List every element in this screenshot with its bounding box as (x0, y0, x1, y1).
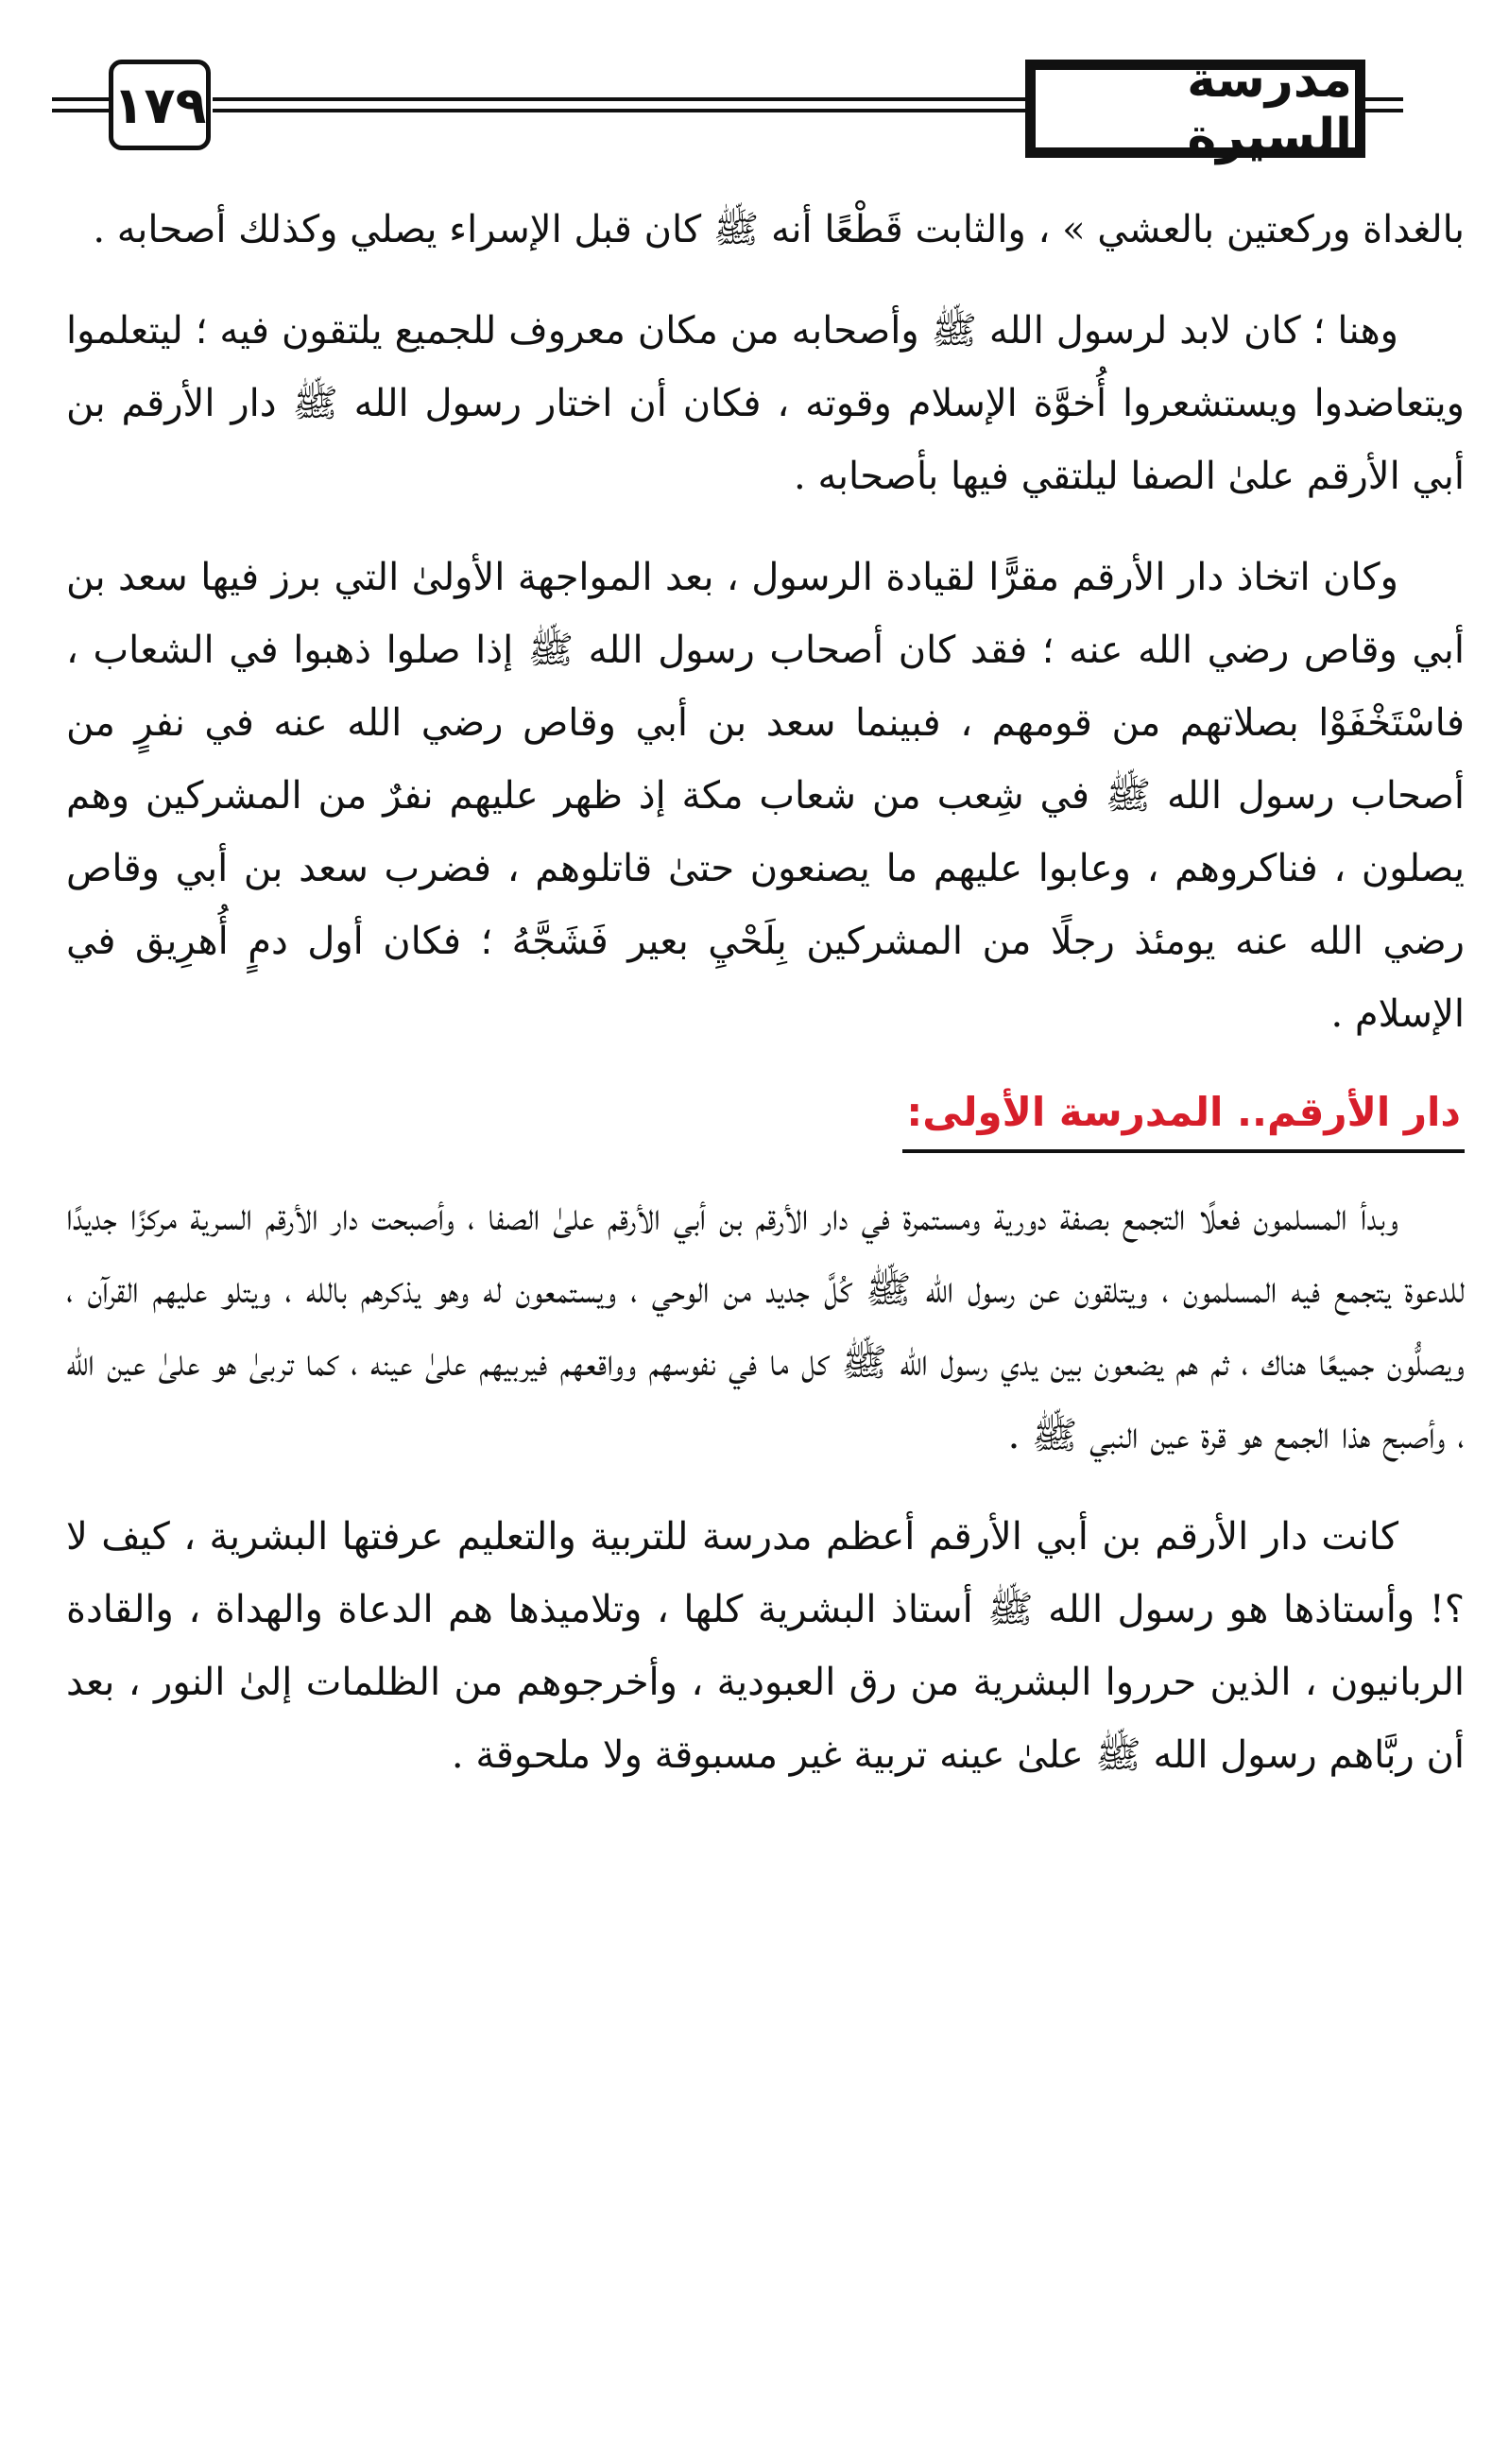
paragraph-2: وهنا ؛ كان لابد لرسول الله ﷺ وأصحابه من مكان معروف للجميع يلتقون فيه ؛ ليتعلموا ويتعاضدوا ويستشعروا أُخوَّة الإسلام وقوته ، فكان أن اختار رسول الله ﷺ دار الأرقم بن أبي الأرقم علىٰ الصفا ليلتقي فيها بأصحابه . (66, 309, 1465, 498)
section-heading-wrap (66, 1079, 1465, 1153)
book-title: مدرسة السيرة (1036, 70, 1355, 147)
book-title-frame (1025, 52, 1365, 165)
header-rule-left (52, 97, 109, 112)
page-number: ١٧٩ (109, 60, 211, 150)
paragraph-1: بالغداة وركعتين بالعشي » ، والثابت قَطْعًا أنه ﷺ كان قبل الإسراء يصلي وكذلك أصحابه . (93, 208, 1465, 251)
section-heading: دار الأرقم.. المدرسة الأولى: (902, 1079, 1465, 1153)
header-rule-middle (213, 97, 1025, 112)
paragraph-5: كانت دار الأرقم بن أبي الأرقم أعظم مدرسة للتربية والتعليم عرفتها البشرية ، كيف لا ؟! وأستاذها هو رسول الله ﷺ أستاذ البشرية كلها ، وتلاميذها هم الدعاة والهداة ، والقادة الربانيون ، الذين حرروا البشرية من رق العبودية ، وأخرجوهم من الظلمات إلىٰ النور ، بعد أن ربَّاهم رسول الله ﷺ علىٰ عينه تربية غير مسبوقة ولا ملحوقة . (66, 1515, 1465, 1777)
paragraph-3: وكان اتخاذ دار الأرقم مقرًّا لقيادة الرسول ، بعد المواجهة الأولىٰ التي برز فيها سعد بن أبي وقاص رضي الله عنه ؛ فقد كان أصحاب رسول الله ﷺ إذا صلوا ذهبوا في الشعاب ، فاسْتَخْفَوْا بصلاتهم من قومهم ، فبينما سعد بن أبي وقاص رضي الله عنه في نفرٍ من أصحاب رسول الله ﷺ في شِعب من شعاب مكة إذ ظهر عليهم نفرٌ من المشركين وهم يصلون ، فناكروهم ، وعابوا عليهم ما يصنعون حتىٰ قاتلوهم ، فضرب سعد بن أبي وقاص رضي الله عنه يومئذ رجلًا من المشركين بِلَحْيِ بعير فَشَجَّهُ ؛ فكان أول دمٍ أُهرِيق في الإسلام . (66, 556, 1465, 1036)
page-header (52, 52, 1394, 165)
page-body (66, 194, 1465, 1820)
header-rule-right (1365, 97, 1403, 112)
paragraph-4: وبدأ المسلمون فعلًا التجمع بصفة دورية ومستمرة في دار الأرقم بن أبي الأرقم علىٰ الصفا ، وأصبحت دار الأرقم السرية مركزًا جديدًا للدعوة يتجمع فيه المسلمون ، ويتلقون عن رسول الله ﷺ كُلَّ جديد من الوحي ، ويستمعون له وهو يذكرهم بالله ، ويتلو عليهم القرآن ، ويصلُّون جميعًا هناك ، ثم هم يضعون بين يدي رسول الله ﷺ كل ما في نفوسهم وواقعهم فيربيهم علىٰ عينه ، كما تربىٰ هو علىٰ عين الله ، وأصبح هذا الجمع هو قرة عين النبي ﷺ . (66, 1196, 1466, 1457)
